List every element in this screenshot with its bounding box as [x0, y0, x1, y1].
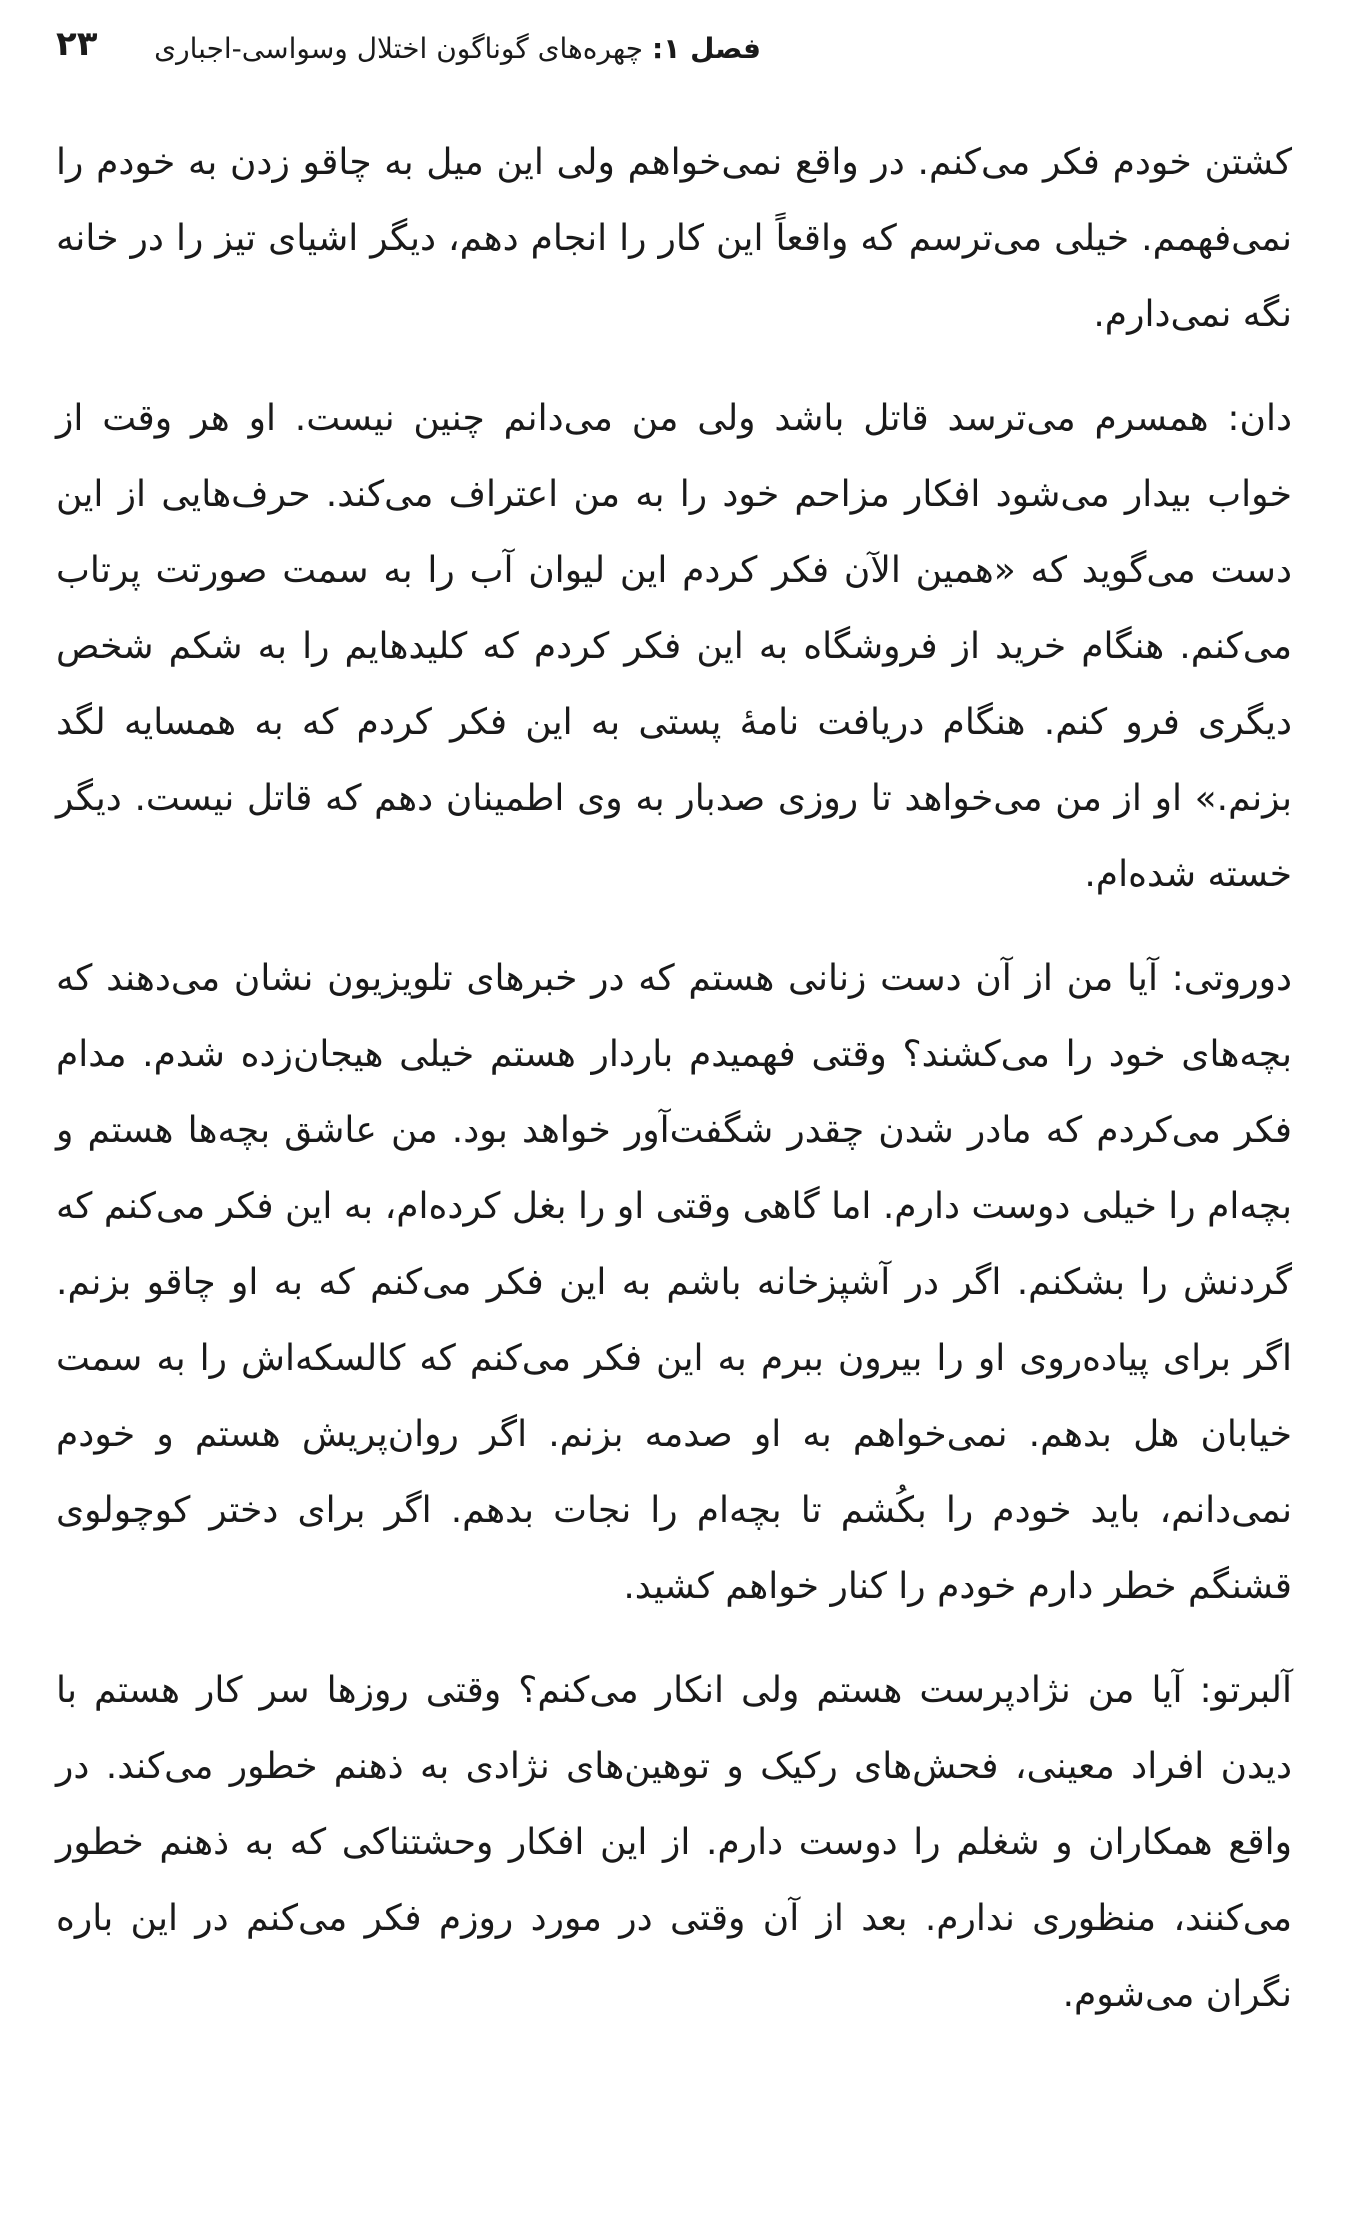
running-header	[48, 18, 1301, 78]
paragraph-dorothy: دوروتی: آیا من از آن دست زنانی هستم که در خبرهای تلویزیون نشان می‌دهند که بچه‌های خود را می‌کشند؟ وقتی فهمیدم باردار هستم خیلی هیجان‌زده شدم. مدام فکر می‌کردم که مادر شدن چقدر شگفت‌آور خواهد بود. من عاشق بچه‌ها هستم و بچه‌ام را خیلی دوست دارم. اما گاهی وقتی او را بغل کرده‌ام، به این فکر می‌کنم که گردنش را بشکنم. اگر در آشپزخانه باشم به این فکر می‌کنم که به او چاقو بزنم. اگر برای پیاده‌روی او را بیرون ببرم به این فکر می‌کنم که کالسکه‌اش را به سمت خیابان هل بدهم. نمی‌خواهم به او صدمه بزنم. اگر روان‌پریش هستم و خودم نمی‌دانم، باید خودم را بکُشم تا بچه‌ام را نجات بدهم. اگر برای دختر کوچولوی قشنگم خطر دارم خودم را کنار خواهم کشید.	[56, 958, 1292, 1607]
chapter-header	[154, 32, 761, 65]
page-number: ۲۳	[56, 24, 98, 64]
chapter-title: چهره‌های گوناگون اختلال وسواسی-اجباری	[154, 31, 644, 65]
paragraph-continuation: کشتن خودم فکر می‌کنم. در واقع نمی‌خواهم ولی این میل به چاقو زدن به خودم را نمی‌فهمم. خیلی می‌ترسم که واقعاً این کار را انجام دهم، دیگر اشیای تیز را در خانه نگه نمی‌دارم.	[56, 142, 1292, 335]
paragraph-dan: دان: همسرم می‌ترسد قاتل باشد ولی من می‌دانم چنین نیست. او هر وقت از خواب بیدار می‌شود افکار مزاحم خود را به من اعتراف می‌کند. حرف‌هایی از این دست می‌گوید که «همین الآن فکر کردم این لیوان آب را به سمت صورتت پرتاب می‌کنم. هنگام خرید از فروشگاه به این فکر کردم که کلیدهایم را به شکم شخص دیگری فرو کنم. هنگام دریافت نامۀ پستی به این فکر کردم که به همسایه لگد بزنم.» او از من می‌خواهد تا روزی صدبار به وی اطمینان دهم که قاتل نیست. دیگر خسته شده‌ام.	[56, 398, 1292, 895]
chapter-label: فصل ۱:	[652, 31, 761, 65]
page-body	[56, 125, 1292, 2061]
paragraph-alberto: آلبرتو: آیا من نژادپرست هستم ولی انکار می‌کنم؟ وقتی روزها سر کار هستم با دیدن افراد معینی، فحش‌های رکیک و توهین‌های نژادی به ذهنم خطور می‌کند. در واقع همکاران و شغلم را دوست دارم. از این افکار وحشتناکی که به ذهنم خطور می‌کنند، منظوری ندارم. بعد از آن وقتی در مورد روزم فکر می‌کنم در این باره نگران می‌شوم.	[56, 1670, 1292, 2015]
